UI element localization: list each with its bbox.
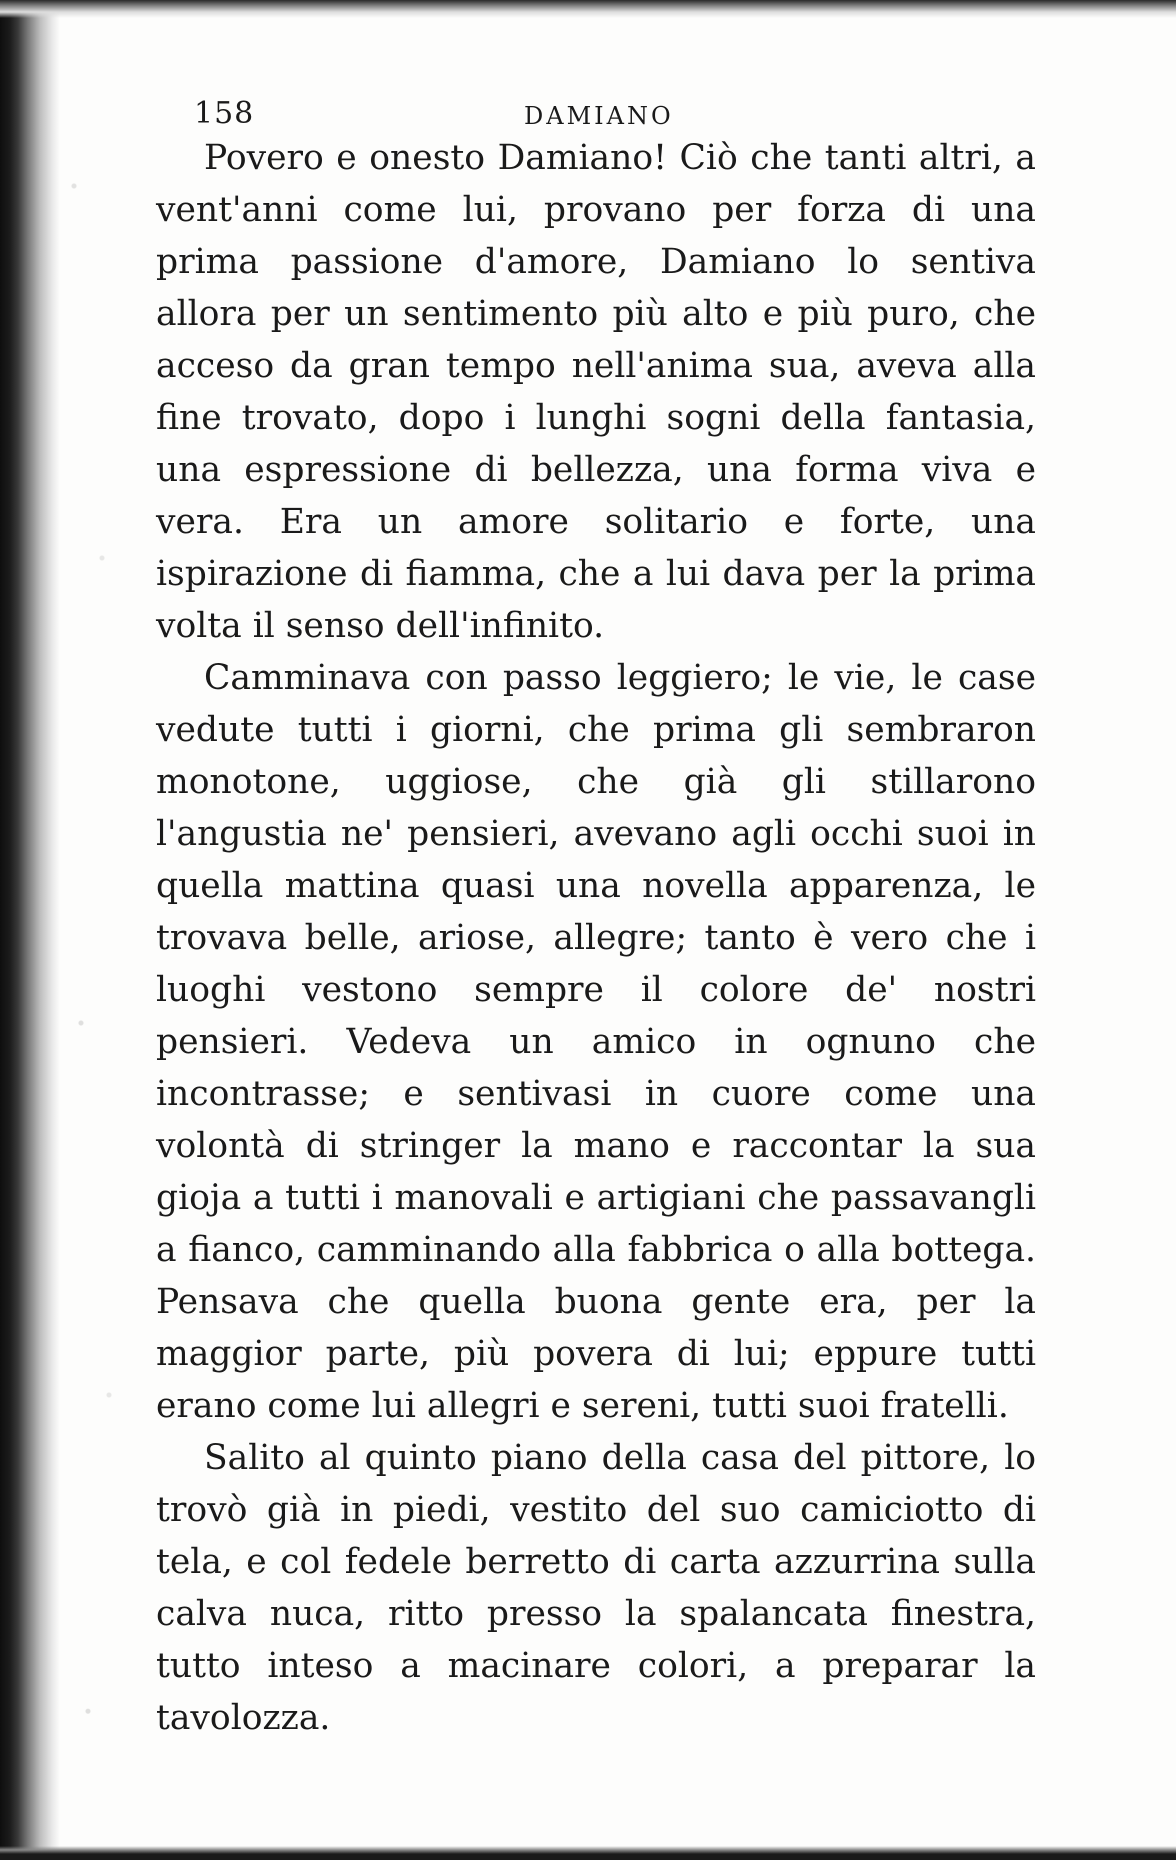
running-title: DAMIANO <box>524 102 674 130</box>
scan-speckle <box>60 0 130 1860</box>
paragraph-3: Salito al quinto piano della casa del pittore, lo trovò già in piedi, vestito del suo camiciotto di tela, e col fedele berretto di carta azzurrina sulla calva nuca, ritto presso la spalancata finestra, tutto inteso a macinare colori, a preparar la tavolozza. <box>156 1438 1036 1738</box>
paragraph-2: Camminava con passo leggiero; le vie, le case vedute tutti i giorni, che prima gli sembraron monotone, uggiose, che già gli stillarono l'angustia ne' pensieri, avevano agli occhi suoi in quella mattina quasi una novella apparenza, le trovava belle, ariose, allegre; tanto è vero che i luoghi vestono sempre il colore de' nostri pensieri. Vedeva un amico in ognuno che incontrasse; e sentivasi in cuore come una volontà di stringer la mano e raccontar la sua gioja a tutti i manovali e artigiani che passavangli a fianco, camminando alla fabbrica o alla bottega. Pensava che quella buona gente era, per la maggior parte, più povera di lui; eppure tutti erano come lui allegri e sereni, tutti suoi fratelli. <box>156 658 1036 1426</box>
bottom-page-edge <box>0 1846 1176 1860</box>
paragraph-1: Povero e onesto Damiano! Ciò che tanti altri, a vent'anni come lui, provano per forza di una prima passione d'amore, Damiano lo sentiva allora per un sentimento più alto e più puro, che acceso da gran tempo nell'anima sua, aveva alla fine trovato, dopo i lunghi sogni della fantasia, una espressione di bellezza, una forma viva e vera. Era un amore solitario e forte, una ispirazione di fiamma, che a lui dava per la prima volta il senso dell'infinito. <box>156 138 1036 646</box>
binding-edge <box>0 0 60 1860</box>
top-page-edge <box>0 0 1176 18</box>
page-header <box>194 96 1054 136</box>
body-text <box>156 132 1036 1744</box>
page-number: 158 <box>194 96 255 131</box>
